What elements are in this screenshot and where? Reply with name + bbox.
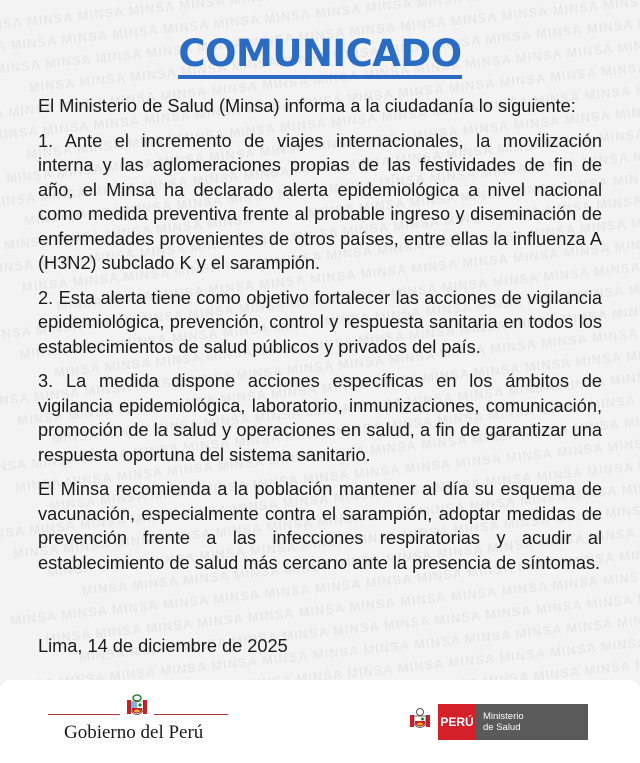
peru-badge: PERÚ: [438, 704, 476, 740]
gobierno-del-peru-logo: [48, 694, 228, 754]
peru-coat-of-arms-icon: [408, 708, 432, 734]
page-title: COMUNICADO: [178, 34, 461, 79]
paragraph-2: 2. Esta alerta tiene como objetivo fortalecer las acciones de vigilancia epidemiológica, prevención, control y respuesta sanitaria en todos los establecimientos de salud públicos y privados del país.: [38, 287, 602, 357]
ministry-badge: [476, 704, 588, 740]
paragraph-3: 3. La medida dispone acciones específicas en los ámbitos de vigilancia epidemiológica, laboratorio, inmunizaciones, comunicación, promoción de la salud y operaciones en salud, a fin de garantizar una respuesta oportuna del sistema sanitario.: [38, 371, 602, 465]
divider: [48, 714, 120, 715]
ministry-line-2: de Salud: [483, 722, 521, 733]
divider: [154, 714, 228, 715]
peru-coat-of-arms-icon: [124, 694, 150, 722]
ministry-line-1: Ministerio: [483, 711, 524, 722]
footer-logos: [0, 680, 640, 763]
minsa-logo: [408, 704, 590, 738]
gobierno-label: Gobierno del Perú: [64, 722, 204, 743]
paragraph-1: 1. Ante el incremento de viajes internacionales, la movilización interna y las aglomeraciones propias de las festividades de fin de año, el Minsa ha declarado alerta epidemiológica a nivel nacional como medida preventiva frente al probable ingreso y diseminación de enfermedades provenientes de otros países, entre ellas la influenza A (H3N2) subclado K y el sarampión.: [38, 130, 602, 273]
recommendation-paragraph: El Minsa recomienda a la población mantener al día su esquema de vacunación, especialmente contra el sarampión, adoptar medidas de prevención frente a las infecciones respiratorias y acudir al establecimiento de salud más cercano ante la presencia de síntomas.: [38, 479, 602, 573]
date-line: Lima, 14 de diciembre de 2025: [38, 636, 288, 656]
communique-body: [38, 94, 602, 585]
intro-text: El Ministerio de Salud (Minsa) informa a la ciudadanía lo siguiente:: [38, 96, 576, 116]
